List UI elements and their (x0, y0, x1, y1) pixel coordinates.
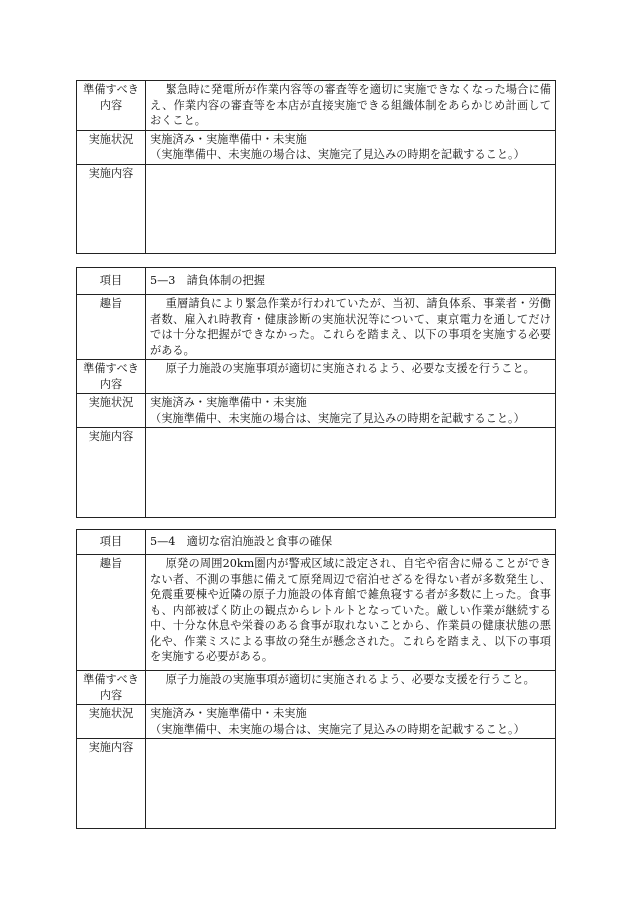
content-status (146, 394, 556, 428)
label-status: 実施状況 (77, 394, 146, 428)
content-purpose: 原発の周囲20km圏内が警戒区域に設定され、自宅や宿舎に帰ることができない者、不測の事態に備えて原発周辺で宿泊せざるを得ない者が多数発生し、免震重要棟や近隣の原子力施設の体育館で雑魚寝する者が多数に上った。食事も、内部被ばく防止の観点からレトルトとなっていた。厳しい作業が継続する中、十分な休息や栄養のある食事が取れないことから、作業員の健康状態の悪化や、作業ミスによる事故の発生が懸念された。これらを踏まえ、以下の事項を実施する必要がある。 (146, 555, 556, 671)
status-note: （実施準備中、未実施の場合は、実施完了見込みの時期を記載すること。） (150, 148, 525, 161)
label-preparation: 準備すべき内容 (77, 360, 146, 394)
label-item: 項目 (77, 530, 146, 555)
content-status (146, 705, 556, 739)
content-preparation: 原子力施設の実施事項が適切に実施されるよう、必要な支援を行うこと。 (146, 671, 556, 705)
label-implementation: 実施内容 (77, 164, 146, 253)
content-item: 5—3 請負体制の把握 (146, 268, 556, 295)
content-implementation[interactable] (146, 739, 556, 829)
status-options: 実施済み・実施準備中・未実施 (150, 707, 307, 720)
label-item: 項目 (77, 268, 146, 295)
row-purpose (77, 555, 556, 671)
content-preparation: 原子力施設の実施事項が適切に実施されるよう、必要な支援を行うこと。 (146, 360, 556, 394)
content-status (146, 130, 556, 164)
row-preparation (77, 671, 556, 705)
status-note: （実施準備中、未実施の場合は、実施完了見込みの時期を記載すること。） (150, 411, 525, 425)
label-preparation: 準備すべき内容 (77, 671, 146, 705)
table-1 (76, 80, 556, 254)
status-note: （実施準備中、未実施の場合は、実施完了見込みの時期を記載すること。） (150, 722, 525, 736)
label-preparation: 準備すべき内容 (77, 81, 146, 131)
content-preparation: 緊急時に発電所が作業内容等の審査等を適切に実施できなくなった場合に備え、作業内容の審査等を本店が直接実施できる組織体制をあらかじめ計画しておくこと。 (146, 81, 556, 131)
row-preparation (77, 81, 556, 131)
row-status (77, 394, 556, 428)
row-implementation (77, 164, 556, 253)
status-options: 実施済み・実施準備中・未実施 (150, 396, 307, 409)
row-purpose (77, 295, 556, 360)
content-implementation[interactable] (146, 164, 556, 253)
label-implementation: 実施内容 (77, 739, 146, 829)
row-status (77, 705, 556, 739)
label-implementation: 実施内容 (77, 428, 146, 518)
content-item: 5—4 適切な宿泊施設と食事の確保 (146, 530, 556, 555)
row-status (77, 130, 556, 164)
row-item (77, 530, 556, 555)
table-3 (76, 529, 556, 829)
label-purpose: 趣旨 (77, 555, 146, 671)
label-status: 実施状況 (77, 705, 146, 739)
content-implementation[interactable] (146, 428, 556, 518)
row-preparation (77, 360, 556, 394)
content-purpose: 重層請負により緊急作業が行われていたが、当初、請負体系、事業者・労働者数、雇入れ時教育・健康診断の実施状況等について、東京電力を通してだけでは十分な把握ができなかった。これらを踏まえ、以下の事項を実施する必要がある。 (146, 295, 556, 360)
row-item (77, 268, 556, 295)
label-status: 実施状況 (77, 130, 146, 164)
row-implementation (77, 428, 556, 518)
row-implementation (77, 739, 556, 829)
table-2 (76, 267, 556, 518)
label-purpose: 趣旨 (77, 295, 146, 360)
status-options: 実施済み・実施準備中・未実施 (150, 132, 307, 146)
